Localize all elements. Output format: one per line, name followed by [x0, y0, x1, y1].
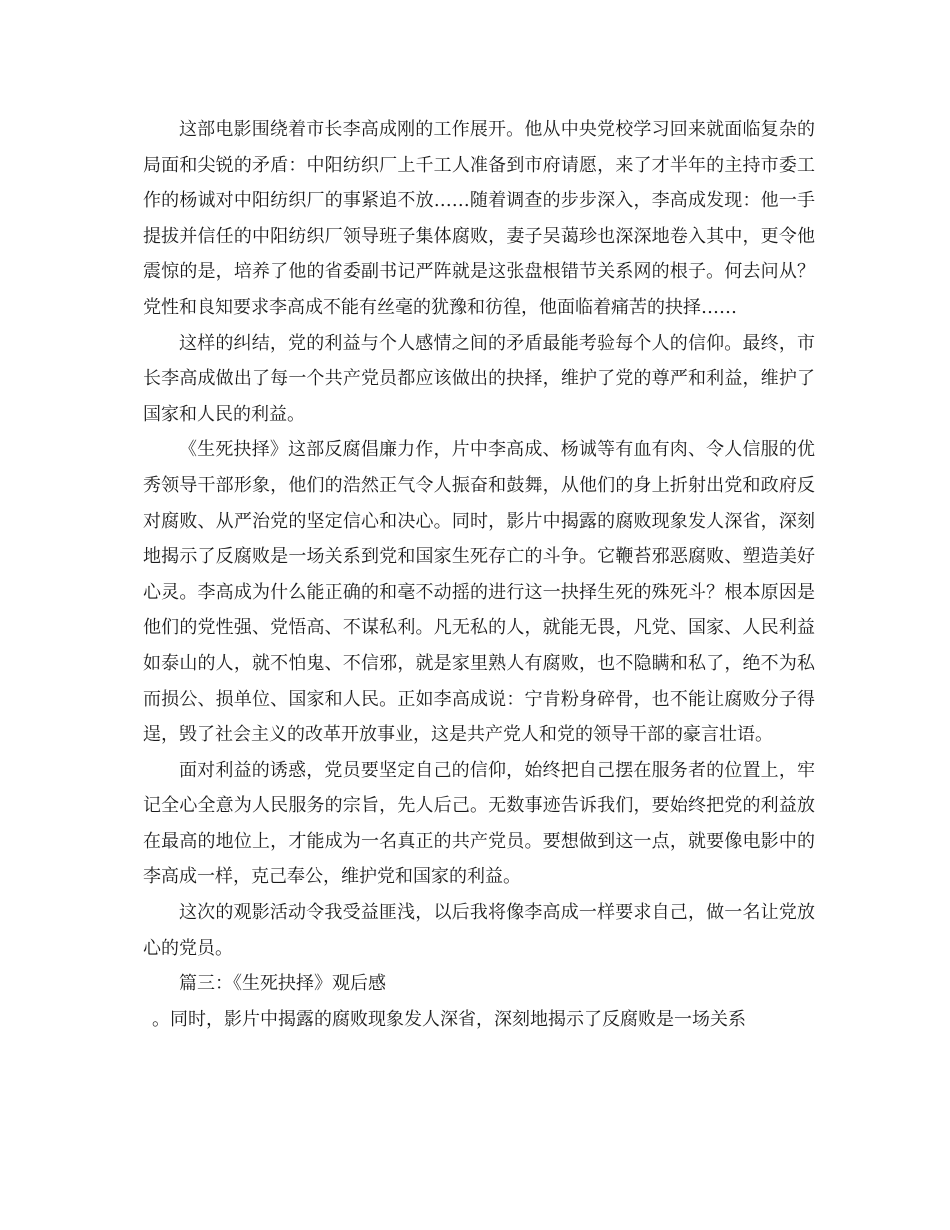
paragraph-choice: 这样的纠结，党的利益与个人感情之间的矛盾最能考验每个人的信仰。最终，市长李高成做出了每一个共产党员都应该做出的抉择，维护了党的尊严和利益，维护了国家和人民的利益。	[143, 332, 815, 425]
paragraph-tail: 。同时，影片中揭露的腐败现象发人深省，深刻地揭示了反腐败是一场关系	[152, 1008, 746, 1030]
section-heading: 篇三：《生死抉择》观后感	[179, 973, 386, 995]
paragraph-film-summary: 这部电影围绕着市长李高成刚的工作展开。他从中央党校学习回来就面临复杂的局面和尖锐的矛盾：中阳纺织厂上千工人准备到市府请愿，来了才半年的主持市委工作的杨诚对中阳纺织厂的事紧追不放……随着调查的步步深入，李高成发现：他一手提拔并信任的中阳纺织厂领导班子集体腐败，妻子吴蔼珍也深深地卷入其中，更令他震惊的是，培养了他的省委副书记严阵就是这张盘根错节关系网的根子。何去问从？党性和良知要求李高成不能有丝毫的犹豫和彷徨，他面临着痛苦的抉择……	[143, 119, 815, 318]
paragraph-faith: 面对利益的诱惑，党员要坚定自己的信仰，始终把自己摆在服务者的位置上，牢记全心全意为人民服务的宗旨，先人后己。无数事迹告诉我们，要始终把党的利益放在最高的地位上，才能成为一名真正的共产党员。要想做到这一点，就要像电影中的李高成一样，克己奉公，维护党和国家的利益。	[143, 759, 815, 888]
document-page	[143, 112, 815, 1037]
paragraph-conclusion: 这次的观影活动令我受益匪浅，以后我将像李高成一样要求自己，做一名让党放心的党员。	[143, 902, 815, 959]
paragraph-anti-corruption: 《生死抉择》这部反腐倡廉力作，片中李高成、杨诚等有血有肉、令人信服的优秀领导干部形象，他们的浩然正气令人振奋和鼓舞，从他们的身上折射出党和政府反对腐败、从严治党的坚定信心和决心。同时，影片中揭露的腐败现象发人深省，深刻地揭示了反腐败是一场关系到党和国家生死存亡的斗争。它鞭苔邪恶腐败、塑造美好心灵。李高成为什么能正确的和毫不动摇的进行这一抉择生死的殊死斗？根本原因是他们的党性强、党悟高、不谋私利。凡无私的人，就能无畏，凡党、国家、人民利益如泰山的人，就不怕鬼、不信邪，就是家里熟人有腐败，也不隐瞒和私了，绝不为私而损公、损单位、国家和人民。正如李高成说：宁肯粉身碎骨，也不能让腐败分子得逞，毁了社会主义的改革开放事业，这是共产党人和党的领导干部的豪言壮语。	[143, 439, 815, 746]
